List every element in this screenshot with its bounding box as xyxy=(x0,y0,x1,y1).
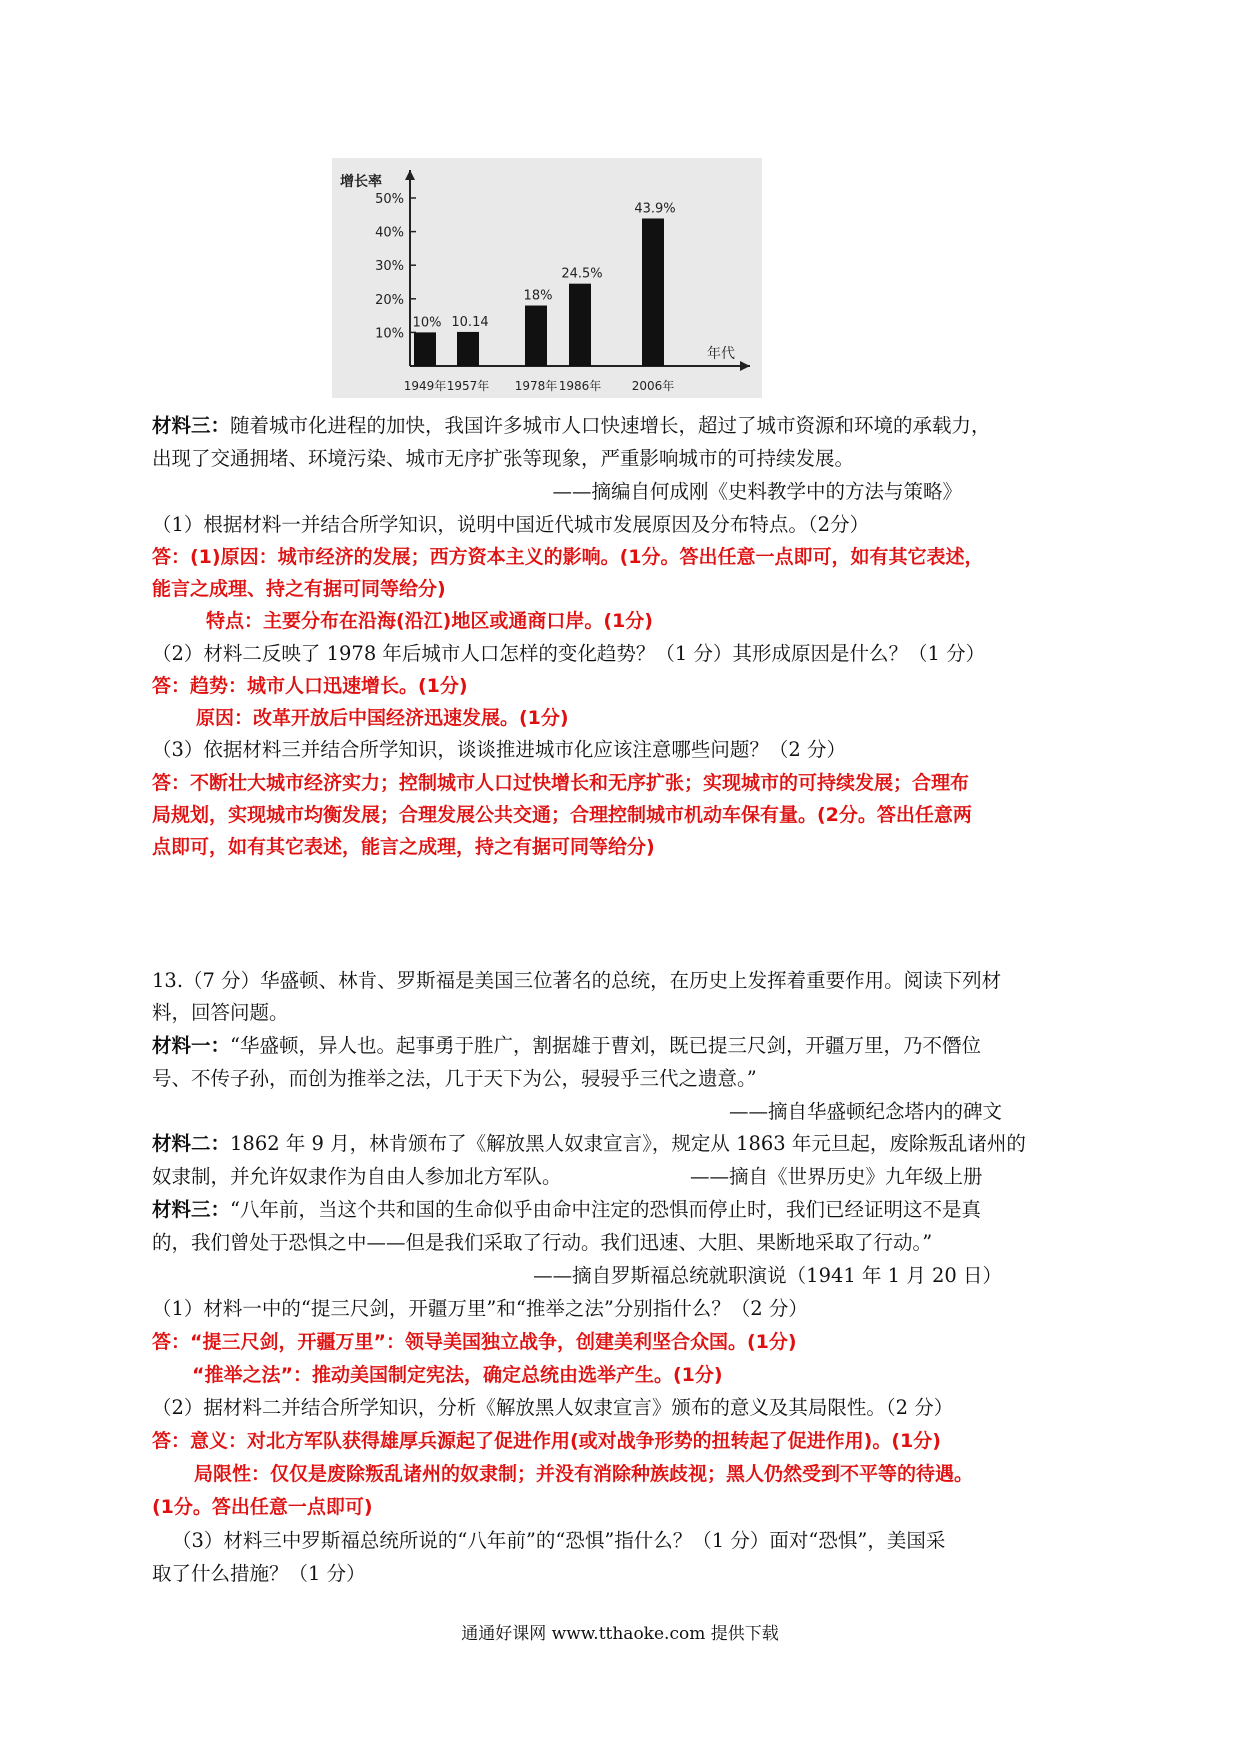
material3-text1: 随着城市化进程的加快，我国许多城市人口快速增长，超过了城市资源和环境的承载力， xyxy=(230,414,991,437)
q1-answer-line3: 特点：主要分布在沿海(沿江)地区或通商口岸。(1分) xyxy=(206,610,653,632)
q1-question: （1）根据材料一并结合所学知识，说明中国近代城市发展原因及分布特点。（2分） xyxy=(152,513,870,536)
material3b-label: 材料三： xyxy=(152,1198,231,1221)
q13-sub1-answer2: “推举之法”：推动美国制定宪法，确定总统由选举产生。(1分) xyxy=(192,1364,723,1386)
q13-intro-line1: 13.（7 分）华盛顿、林肯、罗斯福是美国三位著名的总统，在历史上发挥着重要作用。阅读下列材 xyxy=(152,969,1002,992)
bar-1978年 xyxy=(525,306,547,366)
growth-rate-chart xyxy=(332,158,762,398)
x-tick-label: 1957年 xyxy=(446,379,490,393)
material3-line1 xyxy=(152,410,1102,442)
value-label: 18% xyxy=(523,288,553,304)
x-tick-label: 2006年 xyxy=(631,379,675,393)
q2-answer-line2: 原因：改革开放后中国经济迅速发展。(1分) xyxy=(196,707,569,729)
material3-source: ——摘编自何成刚《史料教学中的方法与策略》 xyxy=(552,480,962,503)
x-tick-label: 1986年 xyxy=(558,379,602,393)
q13-sub2-answer3: (1分。答出任意一点即可) xyxy=(152,1496,373,1518)
q2-question: （2）材料二反映了 1978 年后城市人口怎样的变化趋势？（1 分）其形成原因是什么？（1 分） xyxy=(152,642,986,665)
y-tick-label: 30% xyxy=(375,259,404,275)
q13-sub1-answer1: 答：“提三尺剑，开疆万里”：领导美国独立战争，创建美利坚合众国。(1分) xyxy=(152,1331,797,1353)
y-axis-label: 增长率 xyxy=(340,174,382,190)
material3-line2: 出现了交通拥堵、环境污染、城市无序扩张等现象，严重影响城市的可持续发展。 xyxy=(152,447,855,470)
q13-material3-source: ——摘自罗斯福总统就职演说（1941 年 1 月 20 日） xyxy=(533,1264,1002,1287)
q13-sub2-answer2: 局限性：仅仅是废除叛乱诸州的奴隶制；并没有消除种族歧视；黑人仍然受到不平等的待遇。 xyxy=(194,1463,974,1485)
x-tick-label: 1949年 xyxy=(403,379,447,393)
y-tick-label: 20% xyxy=(375,292,404,308)
x-axis-arrow xyxy=(740,361,750,371)
material3b-text1: “八年前，当这个共和国的生命似乎由命中注定的恐惧而停止时，我们已经证明这不是真 xyxy=(230,1198,981,1221)
q13-sub1-question: （1）材料一中的“提三尺剑，开疆万里”和“推举之法”分别指什么？（2 分） xyxy=(152,1297,808,1320)
y-axis-arrow xyxy=(405,170,415,180)
material2-text1: 1862 年 9 月，林肯颁布了《解放黑人奴隶宣言》，规定从 1863 年元旦起，废除叛乱诸州的 xyxy=(230,1132,1026,1155)
q13-material2-line2 xyxy=(152,1161,1102,1193)
material2-label: 材料二： xyxy=(152,1132,231,1155)
q3-answer-line2: 局规划，实现城市均衡发展；合理发展公共交通；合理控制城市机动车保有量。(2分。答出任意两 xyxy=(152,804,972,826)
q13-material2-line1 xyxy=(152,1128,1102,1160)
y-tick-label: 50% xyxy=(375,192,404,207)
q3-question: （3）依据材料三并结合所学知识，谈谈推进城市化应该注意哪些问题？（2 分） xyxy=(152,738,847,761)
bar-1957年 xyxy=(457,332,479,366)
q13-sub3-line2: 取了什么措施？（1 分） xyxy=(152,1562,366,1585)
material1-label: 材料一： xyxy=(152,1034,231,1057)
value-label: 10.14 xyxy=(451,314,489,330)
q13-sub2-question: （2）据材料二并结合所学知识，分析《解放黑人奴隶宣言》颁布的意义及其局限性。（2 分） xyxy=(152,1396,954,1419)
y-tick-label: 40% xyxy=(375,225,404,241)
value-label: 10% xyxy=(412,315,442,331)
q2-answer-line1: 答：趋势：城市人口迅速增长。(1分) xyxy=(152,675,468,697)
q13-material1-source: ——摘自华盛顿纪念塔内的碑文 xyxy=(728,1100,1002,1123)
q13-material1-line1 xyxy=(152,1030,1102,1062)
q13-sub3-line1: （3）材料三中罗斯福总统所说的“八年前”的“恐惧”指什么？（1 分）面对“恐惧”，美国采 xyxy=(172,1529,946,1552)
q1-answer-line2: 能言之成理、持之有据可同等给分) xyxy=(152,578,446,600)
bar-1986年 xyxy=(569,284,591,366)
material3-label: 材料三： xyxy=(152,414,231,437)
q1-answer-line1: 答：(1)原因：城市经济的发展；西方资本主义的影响。(1分。答出任意一点即可，如有其它表述， xyxy=(152,546,984,568)
q13-material3-line2: 的，我们曾处于恐惧之中——但是我们采取了行动。我们迅速、大胆、果断地采取了行动。” xyxy=(152,1231,933,1254)
q13-material3-line1 xyxy=(152,1194,1102,1226)
x-tick-label: 1978年 xyxy=(514,379,558,393)
material1-text1: “华盛顿，异人也。起事勇于胜广，割据雄于曹刘，既已提三尺剑，开疆万里，乃不僭位 xyxy=(230,1034,981,1057)
q13-material1-line2: 号、不传子孙，而创为推举之法，几于天下为公，骎骎乎三代之遗意。” xyxy=(152,1067,757,1090)
q13-sub2-answer1: 答：意义：对北方军队获得雄厚兵源起了促进作用(或对战争形势的扭转起了促进作用)。(1分) xyxy=(152,1430,941,1452)
q3-answer-line3: 点即可，如有其它表述，能言之成理，持之有据可同等给分) xyxy=(152,836,655,858)
footer: 通通好课网 www.tthaoke.com 提供下载 xyxy=(461,1624,779,1644)
y-tick-label: 10% xyxy=(375,326,404,342)
x-axis-label: 年代 xyxy=(707,346,735,362)
bar-chart-svg xyxy=(332,158,762,398)
q13-intro-line2: 料，回答问题。 xyxy=(152,1001,289,1024)
material2-source: ——摘自《世界历史》九年级上册 xyxy=(690,1165,983,1188)
value-label: 24.5% xyxy=(561,266,603,282)
value-label: 43.9% xyxy=(634,201,676,217)
bar-2006年 xyxy=(642,218,664,366)
material2-text2: 奴隶制，并允许奴隶作为自由人参加北方军队。 xyxy=(152,1165,562,1188)
q3-answer-line1: 答：不断壮大城市经济实力；控制城市人口过快增长和无序扩张；实现城市的可持续发展；合理布 xyxy=(152,772,970,794)
bar-1949年 xyxy=(414,332,436,366)
